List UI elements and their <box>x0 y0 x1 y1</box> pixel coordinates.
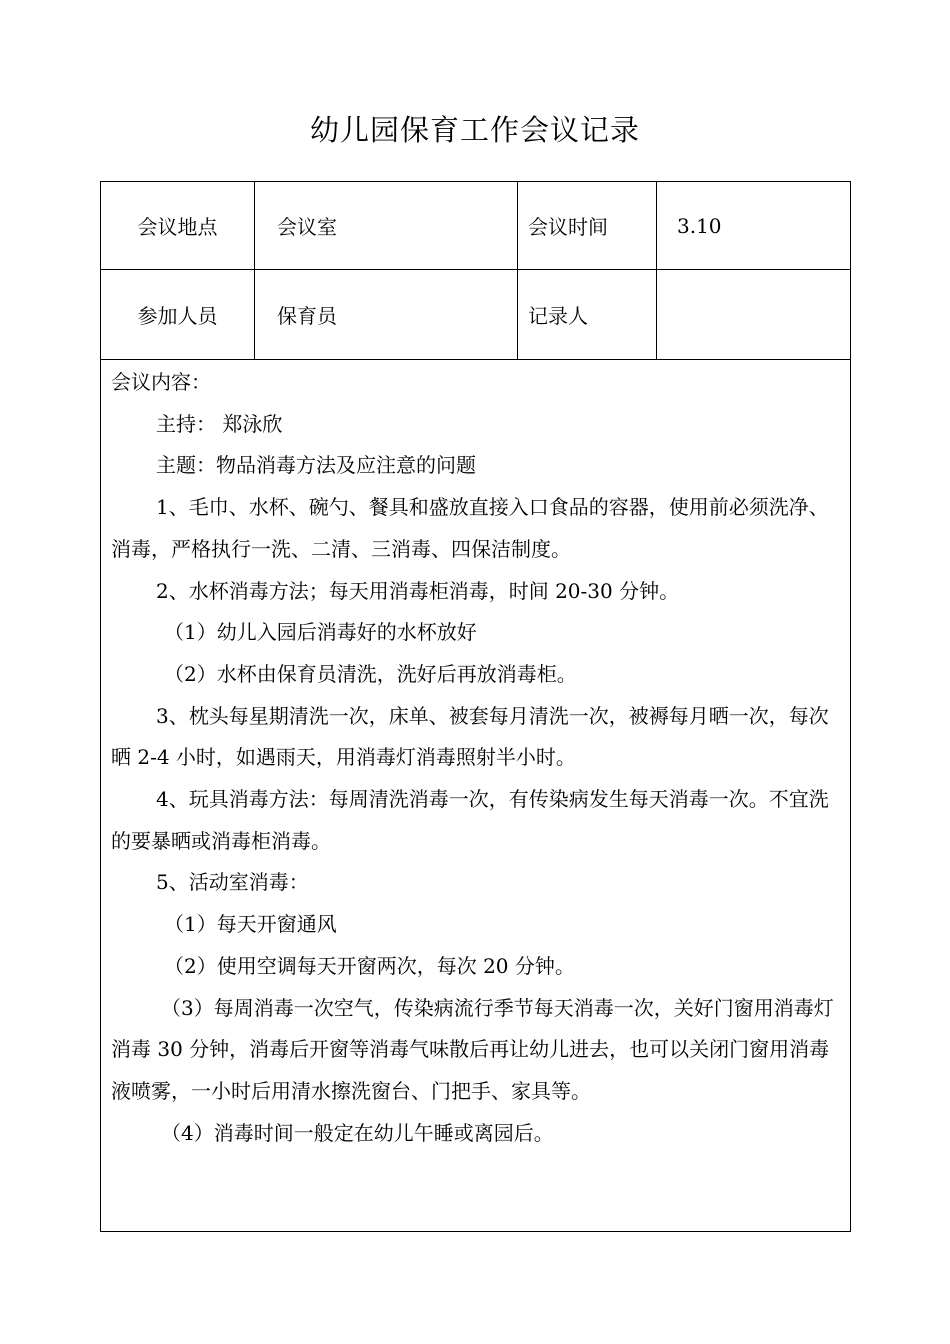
table-row-attendees-recorder <box>101 269 850 360</box>
content-heading: 会议内容： <box>111 370 211 394</box>
location-label: 会议地点 <box>101 182 255 269</box>
paragraph-5-item-1: （1）每天开窗通风 <box>164 912 337 937</box>
attendees-value: 保育员 <box>255 269 518 359</box>
topic-line: 主题：物品消毒方法及应注意的问题 <box>156 453 476 478</box>
attendees-label: 参加人员 <box>101 269 255 359</box>
table-row-location-time <box>101 182 850 270</box>
paragraph-5-item-3: （3）每周消毒一次空气，传染病流行季节每天消毒一次，关好门窗用消毒灯消毒 30 分钟，消毒后开窗等消毒气味散后再让幼儿进去，也可以关闭门窗用消毒液喷雾，一小时后用清水擦洗窗台、门把手、家具等。 <box>111 995 834 1103</box>
document-title: 幼儿园保育工作会议记录 <box>309 113 640 147</box>
time-label: 会议时间 <box>518 182 657 269</box>
location-value: 会议室 <box>255 182 518 269</box>
paragraph-4: 4、玩具消毒方法：每周清洗消毒一次，有传染病发生每天消毒一次。不宜洗的要暴晒或消毒柜消毒。 <box>111 787 829 853</box>
host-line: 主持： 郑泳欣 <box>156 411 283 436</box>
paragraph-3: 3、枕头每星期清洗一次，床单、被套每月清洗一次，被褥每月晒一次，每次晒 2-4 小时，如遇雨天，用消毒灯消毒照射半小时。 <box>111 703 829 770</box>
paragraph-5-item-2: （2）使用空调每天开窗两次，每次 20 分钟。 <box>164 953 575 978</box>
time-value: 3.10 <box>677 213 722 238</box>
paragraph-2: 2、水杯消毒方法；每天用消毒柜消毒，时间 20-30 分钟。 <box>156 578 680 603</box>
paragraph-5: 5、活动室消毒： <box>156 870 309 895</box>
paragraph-1: 1、毛巾、水杯、碗勺、餐具和盛放直接入口食品的容器，使用前必须洗净、消毒，严格执行一洗、二清、三消毒、四保洁制度。 <box>111 495 829 561</box>
recorder-value <box>657 269 850 359</box>
meeting-record-table <box>100 181 851 1232</box>
recorder-label: 记录人 <box>518 269 657 359</box>
paragraph-2-item-2: （2）水杯由保育员清洗，洗好后再放消毒柜。 <box>164 661 577 686</box>
paragraph-2-item-1: （1）幼儿入园后消毒好的水杯放好 <box>164 620 477 645</box>
meeting-content <box>111 362 842 1154</box>
paragraph-5-item-4: （4）消毒时间一般定在幼儿午睡或离园后。 <box>161 1120 554 1145</box>
